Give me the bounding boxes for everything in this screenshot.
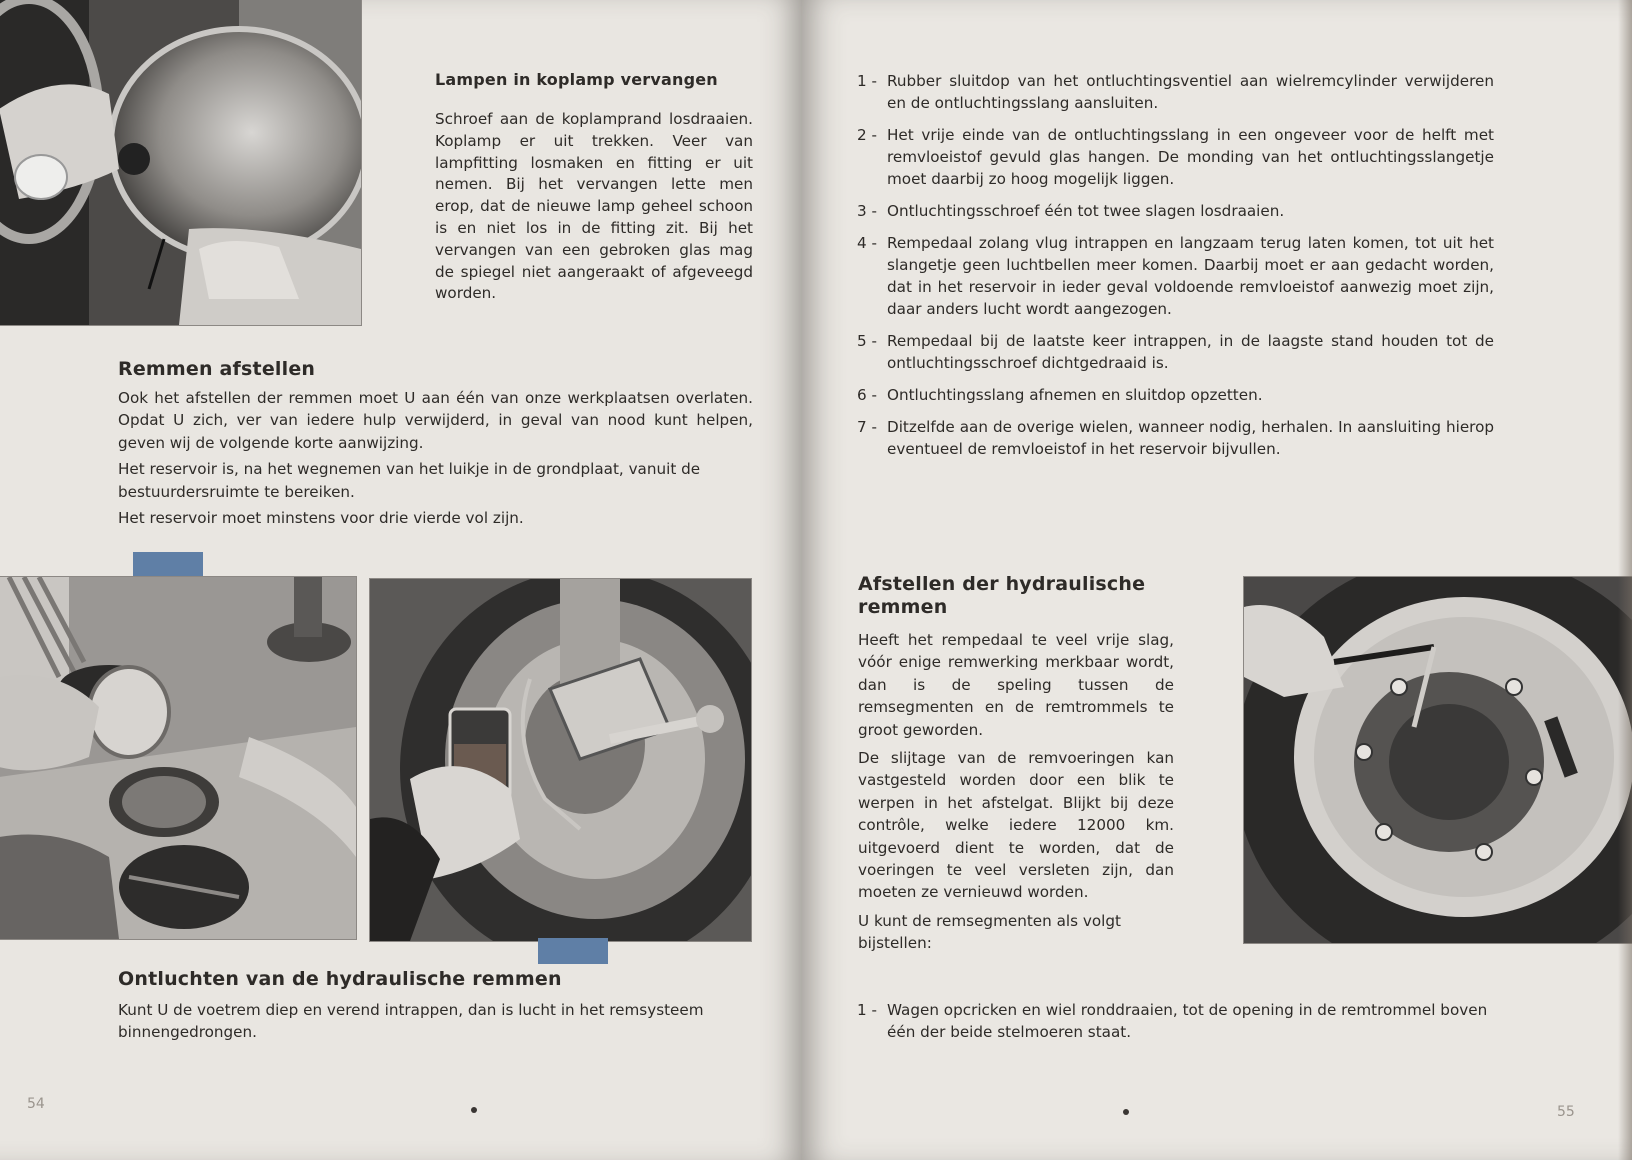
- page-dot: [1123, 1109, 1129, 1115]
- right-page: [801, 0, 1632, 1160]
- lamp-section-title: Lampen in koplamp vervangen: [435, 70, 718, 89]
- wheel-bleeding-photo: [369, 578, 752, 942]
- step-item: [857, 384, 1494, 406]
- step-item: [857, 70, 1494, 114]
- step-item: [857, 416, 1494, 460]
- blue-marker-top: [133, 552, 203, 576]
- step-text: Ontluchtingsschroef één tot twee slagen losdraaien.: [887, 202, 1285, 220]
- step-number: 2 -: [857, 126, 877, 144]
- brakes-section-title: Remmen afstellen: [118, 358, 316, 380]
- step-text: Rempedaal zolang vlug intrappen en langzaam terug laten komen, tot uit het slangetje geen luchtbellen meer komen. Daarbij moet er aan gedacht worden, dat in het reservoir in ieder geval voldoende remvloeistof aanwezig moet zijn, daar anders lucht wordt aangezogen.: [887, 234, 1494, 318]
- step-number: 6 -: [857, 386, 877, 404]
- adjust-paragraph: Heeft het rempedaal te veel vrije slag, vóór enige remwerking merkbaar wordt, dan is de speling tussen de remsegmenten en de remtrommels te groot geworden.: [858, 631, 1174, 739]
- step-text: Rubber sluitdop van het ontluchtingsventiel aan wielremcylinder verwijderen en de ontluchtingsslang aansluiten.: [887, 72, 1494, 112]
- brakes-paragraph: Het reservoir is, na het wegnemen van het luikje in de grondplaat, vanuit de bestuurdersruimte te bereiken.: [118, 460, 701, 501]
- step-item: [857, 200, 1494, 222]
- blue-marker-bottom: [538, 938, 608, 964]
- adjust-section-title: Afstellen der hydraulische remmen: [858, 573, 1146, 618]
- step-text: Rempedaal bij de laatste keer intrappen, in de laagste stand houden tot de ontluchtingsschroef dichtgedraaid is.: [887, 332, 1494, 372]
- left-page: [0, 0, 801, 1160]
- adjust-paragraph: De slijtage van de remvoeringen kan vastgesteld worden door een blik te werpen in het afstelgat. Blijkt bij deze contrôle, welke iedere 12000 km. uitgevoerd dient te worden, dat de voeringen te veel versleten zijn, dan moeten ze vernieuwd worden.: [858, 749, 1174, 902]
- step-text: Wagen opcricken en wiel ronddraaien, tot de opening in de remtrommel boven één der beide stelmoeren staat.: [887, 1001, 1488, 1041]
- page-dot: [471, 1107, 477, 1113]
- step-number: 7 -: [857, 418, 877, 436]
- lamp-section-body: Schroef aan de koplamprand losdraaien. Koplamp er uit trekken. Veer van lampfitting losmaken en fitting er uit nemen. Bij het vervangen lette men erop, dat de nieuwe lamp geheel schoon is en niet los in de fitting zit. Bij het vervangen van een gebroken glas mag de spiegel niet aangeraakt of afgeveegd worden.: [435, 110, 753, 303]
- page-number: 54: [27, 1096, 45, 1112]
- adjust-paragraph: U kunt de remsegmenten als volgt bijstellen:: [858, 911, 1121, 953]
- bottom-step-item: [857, 999, 1494, 1043]
- step-item: [857, 124, 1494, 190]
- step-item: [857, 232, 1494, 320]
- headlamp-photo: [0, 0, 362, 326]
- step-item: [857, 330, 1494, 374]
- brakes-paragraph: Ook het afstellen der remmen moet U aan één van onze werkplaatsen overlaten. Opdat U zich, ver van iedere hulp verwijderd, in geval van nood kunt helpen, geven wij de volgende korte aanwijzing.: [118, 389, 753, 452]
- page-number: 55: [1557, 1104, 1575, 1120]
- bleed-section-title: Ontluchten van de hydraulische remmen: [118, 968, 562, 990]
- step-number: 5 -: [857, 332, 877, 350]
- step-text: Het vrije einde van de ontluchtingsslang in een ongeveer voor de helft met remvloeistof gevuld glas hangen. De monding van het ontluchtingsslangetje moet daarbij zo hoog mogelijk liggen.: [887, 126, 1494, 188]
- step-number: 3 -: [857, 202, 877, 220]
- step-number: 1 -: [857, 72, 877, 90]
- bleed-section-body: Kunt U de voetrem diep en verend intrappen, dan is lucht in het remsysteem binnengedrongen.: [118, 1001, 704, 1042]
- step-text: Ditzelfde aan de overige wielen, wanneer nodig, herhalen. In aansluiting hierop eventueel de remvloeistof in het reservoir bijvullen.: [887, 418, 1494, 458]
- reservoir-photo: [0, 576, 357, 940]
- wheel-adjust-photo: [1243, 576, 1632, 944]
- step-text: Ontluchtingsslang afnemen en sluitdop opzetten.: [887, 386, 1263, 404]
- brakes-paragraph: Het reservoir moet minstens voor drie vierde vol zijn.: [118, 509, 524, 528]
- step-number: 4 -: [857, 234, 877, 252]
- step-number: 1 -: [857, 1001, 877, 1019]
